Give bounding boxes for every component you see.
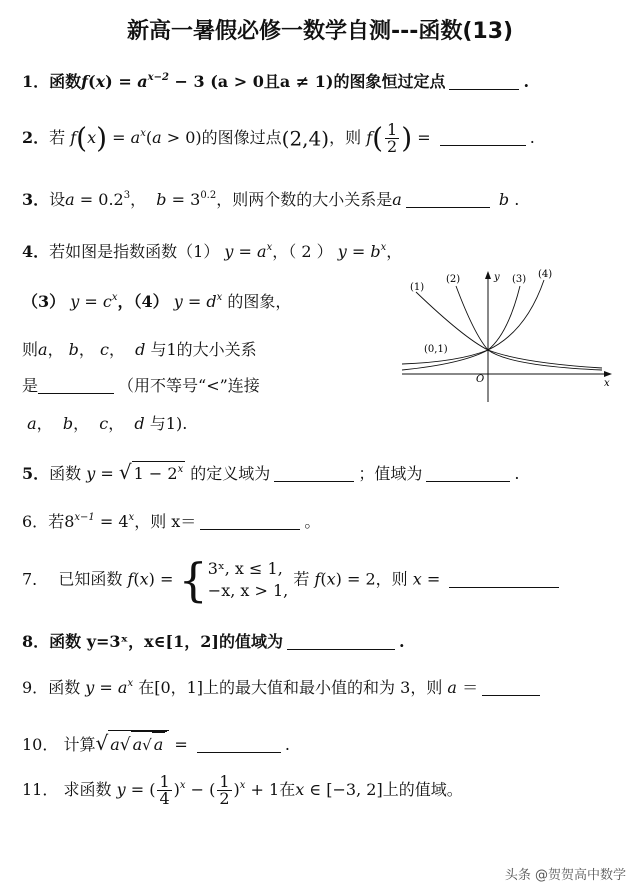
answer-blank[interactable] [406,189,490,208]
question-number: 2． [22,128,50,147]
q4-l2c: 的图象， [227,292,292,311]
case-2: −x, x > 1, [207,581,289,600]
q10-end: . [284,735,290,754]
q1-end: . [523,72,530,91]
question-9: 9．函数 $y = a^x$ 在[0，1]上的最大值和最小值的和为 3，则 a ＝ [22,676,544,700]
answer-blank[interactable] [287,631,395,650]
q9-eq: ＝ [462,678,479,697]
q1-pre: 函数 [49,72,82,91]
question-number: 5． [22,464,50,483]
question-4-line-4 [22,374,260,398]
x-axis-arrow [604,371,612,377]
q7-pre: 已知函数 [58,569,123,589]
answer-blank[interactable] [449,71,519,90]
q5-mid2: ；值域为 [358,464,423,483]
x-axis-label: x [604,378,610,389]
q5-end: . [514,464,520,483]
curve-label-4: (4) [538,269,553,280]
q7-mid2: ，则 [375,569,408,589]
fraction: $\frac{1}{2}$ [387,120,398,156]
question-number: 6． [22,512,49,531]
q1-func: f [81,72,89,91]
q2-mid2: ，则 [329,128,362,147]
answer-blank[interactable] [38,375,114,394]
curve-2 [456,286,602,370]
q8-text: 函数 y=3ˣ，x∈[1，2]的值域为 [49,632,283,651]
point-label: (0,1) [424,344,448,355]
y-axis-label: y [494,272,500,283]
q8-end: . [398,632,405,651]
question-number: 8． [22,632,50,651]
answer-blank[interactable] [200,511,300,530]
question-4: 4．若如图是指数函数（1） $y = a^x$，（ 2 ） $y = b^x$， [22,242,403,261]
q4-l4a: 是 [22,376,39,395]
question-2: 2．若 $f(x) = a^x(a > 0)$的图像过点(2,4)，则 f( $\frac{1}{2}$ ) = . [22,120,535,156]
q7-mid: 若 [293,569,310,589]
question-5: 5．函数 y = √ $1 - 2^x$ 的定义域为 ；值域为 . [22,460,520,484]
q9-pre: 函数 [48,678,81,697]
page-title: 新高一暑假必修一数学自测---函数(13) [126,19,514,44]
q6-mid: ，则 x＝ [134,512,197,531]
question-number: 7． [22,569,49,589]
question-number: 1． [22,72,50,91]
case-1: 3ˣ, x ≤ 1, [207,559,283,578]
q4-l3b: 与1的大小关系 [150,340,257,359]
q3-end: . [514,190,520,209]
answer-blank[interactable] [440,127,526,146]
fraction: $\frac{1}{2}$ [219,772,230,808]
question-3: 3．设$a = 0.2^3$， $b = 3^{0.2}$，则两个数的大小关系是a b . [22,190,520,209]
question-8 [22,630,405,654]
question-7: 7． 已知函数 f(x) = { 3ˣ, x ≤ 1, −x, x > 1, 若 f(x) = 2，则 x = [22,558,563,602]
question-1: 1．函数$f(x) = a^{x-2} - 3$ (a > 0且a ≠ 1)的图象恒过定点 . [22,72,530,91]
question-number: 11． [22,780,59,799]
q4-c2: ，（ 2 ） [272,242,333,261]
question-number: 9． [22,678,49,697]
q4-l5: 与1). [149,414,188,433]
q11-pre: 求函数 [63,780,112,799]
question-number: 4． [22,242,50,261]
question-6: 6．若$8^{x-1} = 4^x$，则 x＝ 。 [22,512,321,531]
question-4-line-5: a， b， c， d 与1). [27,414,188,433]
origin-label: O [476,374,485,385]
answer-blank[interactable] [449,569,559,588]
q4-l2a: （3） [22,292,66,311]
question-number: 3． [22,190,50,209]
q2-point: (2,4) [281,126,330,151]
curve-label-1: (1) [410,282,425,293]
answer-blank[interactable] [197,734,281,753]
q3-pre: 设 [49,190,66,209]
q4-line1: 若如图是指数函数（1） [49,242,220,261]
question-10: 10． 计算√ a√ a√ a = . [22,731,290,755]
question-4-line-2: （3） $y = c^x$，（4） $y = d^x$ 的图象， [22,292,292,311]
curve-label-3: (3) [512,274,527,285]
piecewise [208,558,288,602]
q2-mid: 的图像过点 [201,128,282,147]
q5-pre: 函数 [49,464,82,483]
q6-end: 。 [304,512,321,531]
q6-pre: 若 [48,512,65,531]
curve-1 [416,292,602,368]
q2-pre: 若 [49,128,66,147]
answer-blank[interactable] [426,463,510,482]
question-4-line-3: 则a， b， c， d 与1的大小关系 [22,340,257,359]
exponential-graph [402,268,620,404]
q3-mid: ，则两个数的大小关系是 [216,190,393,209]
q9-mid: 在[0，1]上的最大值和最小值的和为 3，则 [138,678,443,697]
watermark: 头条 @贺贺高中数学 [504,868,626,883]
y-axis-arrow [485,271,491,279]
fraction: $\frac{1}{4}$ [159,772,170,808]
q5-mid: 的定义域为 [190,464,271,483]
curve-label-2: (2) [446,274,461,285]
answer-blank[interactable] [274,463,354,482]
q4-l4b: （用不等号“<”连接 [118,376,260,395]
q2-end: . [529,128,535,147]
q4-l3a: 则 [22,340,39,359]
question-11: 11． 求函数 y = ( $\frac{1}{4}$ )$^x$ − ( $\frac{1}{2}$ )$^x$ + 1在x ∈ [−3, 2]上的值域。 [22,772,463,808]
question-number: 10． [22,735,59,754]
q4-l2b: ，（4） [117,292,169,311]
q10-pre: 计算 [63,735,96,754]
q1-mid: (a > 0且a ≠ 1)的图象恒过定点 [210,72,446,91]
q11-end: 上的值域。 [382,780,463,799]
answer-blank[interactable] [482,677,540,696]
q11-mid: 在 [279,780,296,799]
